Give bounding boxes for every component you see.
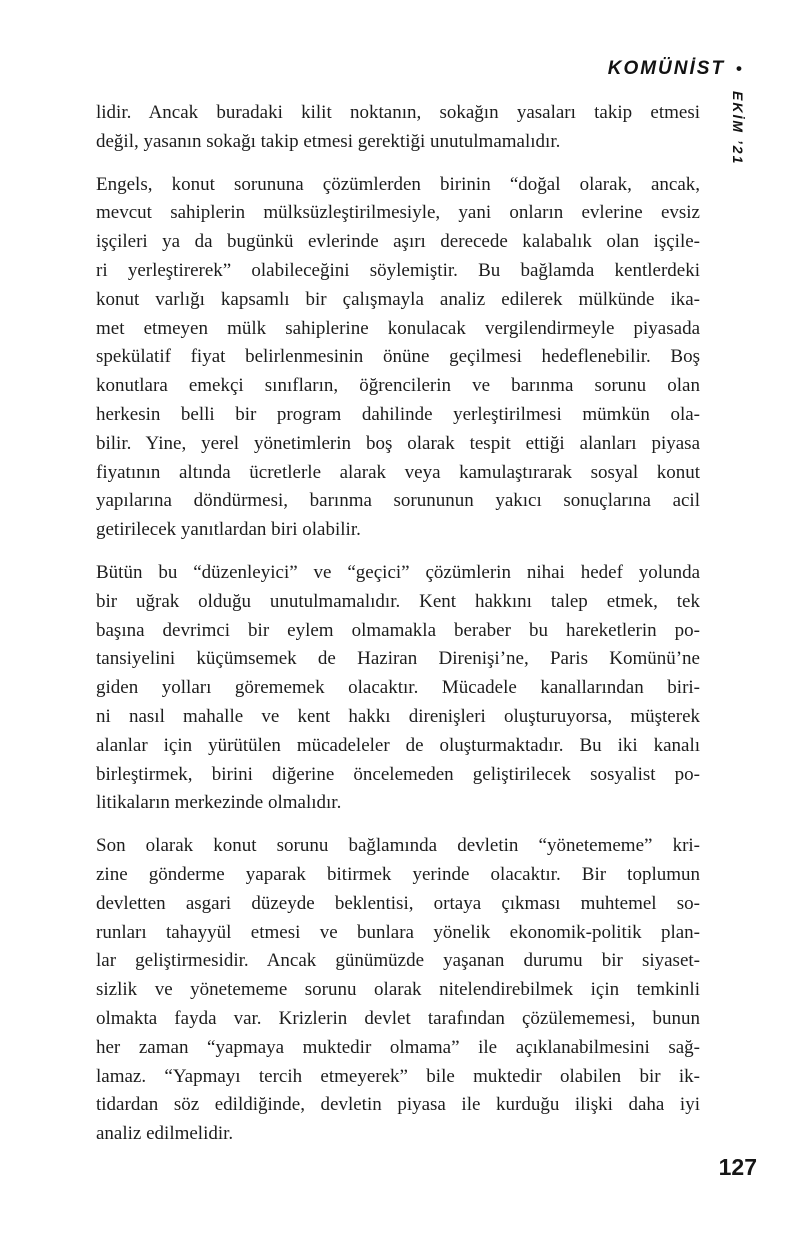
text-line: lar geliştirmesidir. Ancak günümüzde yaşanan durumu bir siyaset-	[96, 950, 700, 972]
text-line: giden yolları görememek olacaktır. Mücadele kanallarından biri-	[96, 677, 700, 699]
text-line: olmakta fayda var. Krizlerin devlet tarafından çözülememesi, bunun	[96, 1007, 700, 1029]
text-line: her zaman “yapmaya muktedir olmama” ile açıklanabilmesini sağ-	[96, 1036, 700, 1058]
text-line: işçileri ya da bugünkü evlerinde aşırı derecede kalabalık olan işçile-	[96, 231, 700, 253]
text-line: Son olarak konut sorunu bağlamında devletin “yönetememe” kri-	[96, 835, 700, 857]
journal-title: KOMÜNİST	[607, 58, 726, 79]
text-line: ri yerleştirerek” olabileceğini söylemiştir. Bu bağlamda kentlerdeki	[96, 259, 700, 281]
text-line: tansiyelini küçümsemek de Haziran Direnişi’ne, Paris Komünü’ne	[96, 648, 700, 670]
text-line: lamaz. “Yapmayı tercih etmeyerek” bile muktedir olabilen bir ik-	[96, 1065, 700, 1087]
text-line: runları tahayyül etmesi ve bunlara yönelik ekonomik-politik plan-	[96, 921, 700, 943]
text-line: met etmeyen mülk sahiplerine konulacak vergilendirmeyle piyasada	[96, 317, 700, 339]
text-line: tidardan söz edildiğinde, devletin piyasa ile kurduğu ilişki daha iyi	[96, 1094, 700, 1116]
text-line: ni nasıl mahalle ve kent hakkı direnişleri oluşturuyorsa, müşterek	[96, 705, 700, 727]
text-line: litikaların merkezinde olmalıdır.	[96, 792, 342, 814]
text-line: alanlar için yürütülen mücadeleler de oluşturmaktadır. Bu iki kanalı	[96, 734, 700, 756]
text-line: herkesin belli bir program dahilinde yerleştirilmesi mümkün ola-	[96, 403, 700, 425]
issue-label-vertical: EKİM ’21	[730, 91, 746, 166]
text-line: bir uğrak olduğu unutulmamalıdır. Kent hakkını talep etmek, tek	[96, 590, 700, 612]
text-line: spekülatif fiyat belirlenmesinin önüne geçilmesi hedeflenebilir. Boş	[96, 346, 700, 368]
text-line: getirilecek yanıtlardan biri olabilir.	[96, 519, 361, 541]
text-line: yapılarına döndürmesi, barınma sorununun yakıcı sonuçlarına acil	[96, 490, 700, 512]
text-line: birleştirmek, birini diğerine öncelemeden geliştirilecek sosyalist po-	[96, 763, 700, 785]
text-line: konut varlığı kapsamlı bir çalışmayla analiz edilerek mülkünde ika-	[96, 288, 700, 310]
text-line: başına devrimci bir eylem olmamakla beraber bu hareketlerin po-	[96, 619, 700, 641]
body-text	[96, 99, 700, 1163]
text-line: analiz edilmelidir.	[96, 1123, 234, 1145]
text-line: konutlara emekçi sınıfların, öğrencilerin ve barınma sorunu olan	[96, 375, 700, 397]
text-line: sizlik ve yönetememe sorunu olarak nitelendirebilmek için temkinli	[96, 979, 700, 1001]
text-line: bilir. Yine, yerel yönetimlerin boş olarak tespit ettiği alanları piyasa	[96, 432, 700, 454]
paragraph	[96, 99, 700, 157]
paragraph	[96, 832, 700, 1149]
text-line: lidir. Ancak buradaki kilit noktanın, sokağın yasaları takip etmesi	[96, 102, 700, 123]
header-bullet-icon: •	[736, 59, 742, 78]
paragraph	[96, 559, 700, 818]
text-line: devletten asgari düzeyde beklentisi, ortaya çıkması muhtemel so-	[96, 892, 700, 914]
text-line: fiyatının altında ücretlerle alarak veya kamulaştırarak sosyal konut	[96, 461, 700, 483]
text-line: Engels, konut sorununa çözümlerden birinin “doğal olarak, ancak,	[96, 173, 700, 195]
running-header	[608, 58, 742, 80]
text-line: zine gönderme yaparak bitirmek yerinde olacaktır. Bir toplumun	[96, 863, 700, 885]
text-line: mevcut sahiplerin mülksüzleştirilmesiyle, yani onların evlerine evsiz	[96, 202, 700, 224]
text-line: değil, yasanın sokağı takip etmesi gerektiği unutulmamalıdır.	[96, 130, 561, 152]
text-line: Bütün bu “düzenleyici” ve “geçici” çözümlerin nihai hedef yolunda	[96, 561, 700, 583]
paragraph	[96, 171, 700, 545]
page-number: 127	[718, 1154, 757, 1180]
